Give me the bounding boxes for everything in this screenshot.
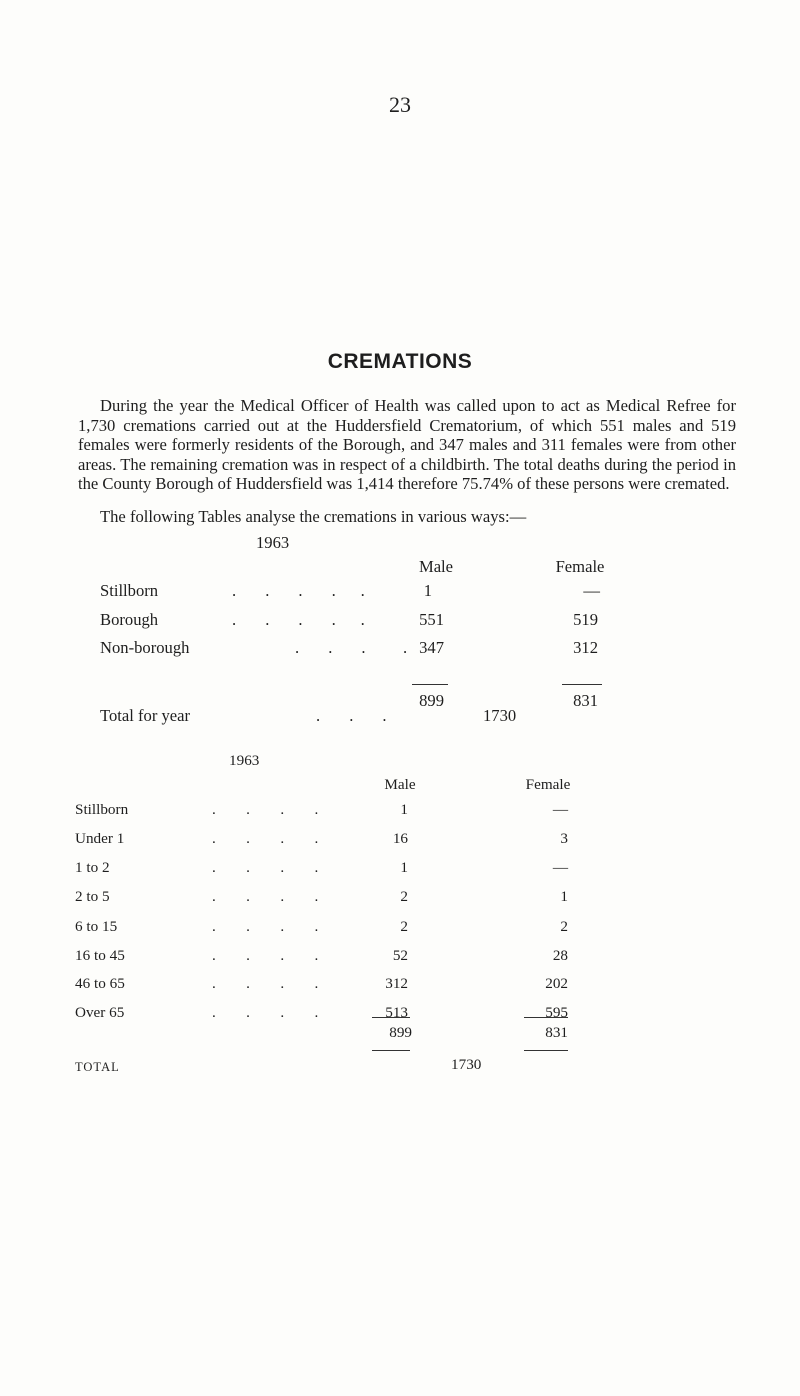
cell-female: 3	[560, 830, 568, 847]
subtotal-female: 831	[573, 691, 598, 710]
cell-male: 513	[385, 1004, 408, 1021]
body-paragraph: During the year the Medical Officer of Health was called upon to act as Medical Refree for 1,730 cremations carried out at the Huddersfield Crematorium, of which 551 males and 519 females were formerly residents of the Borough, and 347 males and 311 females were from other areas. The remaining cremation was in respect of a childbirth. The total deaths during the period in the County Borough of Huddersfield was 1,414 therefore 75.74% of these persons were cremated.	[78, 396, 736, 494]
row-label: Over 65	[75, 1004, 125, 1021]
cell-male: 52	[392, 947, 408, 964]
leader-dots: .	[403, 638, 408, 657]
section-heading: CREMATIONS	[327, 350, 473, 373]
cell-male: 312	[385, 975, 408, 992]
table-year: 1963	[229, 752, 260, 769]
cell-male: 551	[419, 610, 444, 629]
subtotal-male: 899	[419, 691, 444, 710]
subtotal-rule-female	[524, 1017, 568, 1018]
subtotal-rule-male	[412, 684, 448, 685]
leader-dots: . . . .	[212, 918, 319, 935]
leader-dots: . . . .	[212, 888, 319, 905]
row-label: 2 to 5	[75, 888, 110, 905]
grand-total: 1730	[483, 706, 517, 725]
row-label: 1 to 2	[75, 859, 110, 876]
total-label: Total for year	[100, 706, 191, 725]
cell-female: 519	[573, 610, 598, 629]
subtotal-rule-male	[372, 1017, 410, 1018]
leader-dots: . . . .	[212, 1004, 319, 1021]
leader-dots: . . . . .	[232, 581, 365, 600]
leader-dots: . . . .	[212, 830, 319, 847]
column-header-female: Female	[555, 557, 605, 576]
cell-male: 347	[419, 638, 444, 657]
leader-dots: . . . .	[212, 801, 319, 818]
cell-male: 2	[400, 918, 408, 935]
tables-intro: The following Tables analyse the cremations in various ways:—	[100, 507, 527, 526]
grand-total: 1730	[451, 1056, 482, 1073]
cell-male: 16	[392, 830, 408, 847]
total-rule-male	[372, 1050, 410, 1051]
cell-female: —	[552, 859, 568, 876]
row-label: Non-borough	[100, 638, 190, 657]
leader-dots: . . . .	[212, 859, 319, 876]
cell-female: 312	[573, 638, 598, 657]
cell-female: —	[552, 801, 568, 818]
leader-dots: . . . .	[212, 947, 319, 964]
subtotal-female: 831	[545, 1024, 568, 1041]
subtotal-male: 899	[389, 1024, 412, 1041]
cell-male: 1	[400, 859, 408, 876]
row-label: 46 to 65	[75, 975, 125, 992]
row-label: Stillborn	[100, 581, 159, 600]
cell-female: 28	[552, 947, 568, 964]
cell-male: 1	[423, 581, 432, 600]
cell-female: 202	[545, 975, 568, 992]
row-label: Under 1	[75, 830, 125, 847]
column-header-male: Male	[418, 557, 454, 576]
total-rule-female	[524, 1050, 568, 1051]
row-label: Stillborn	[75, 801, 129, 818]
cell-female: 2	[560, 918, 568, 935]
subtotal-rule-female	[562, 684, 602, 685]
row-label: 16 to 45	[75, 947, 125, 964]
leader-dots: . . .	[295, 638, 366, 657]
row-label: 6 to 15	[75, 918, 118, 935]
column-header-female: Female	[525, 776, 571, 793]
cell-male: 2	[400, 888, 408, 905]
cell-female: 595	[545, 1004, 568, 1021]
cell-female: 1	[560, 888, 568, 905]
page-number: 23	[389, 92, 411, 117]
table-year: 1963	[256, 533, 290, 552]
total-label: TOTAL	[75, 1060, 120, 1074]
cell-male: 1	[400, 801, 408, 818]
leader-dots: . . . .	[212, 975, 319, 992]
cell-female: —	[583, 581, 600, 600]
column-header-male: Male	[384, 776, 416, 793]
leader-dots: . . . . .	[232, 610, 365, 629]
row-label: Borough	[100, 610, 159, 629]
leader-dots: . . .	[316, 706, 387, 725]
